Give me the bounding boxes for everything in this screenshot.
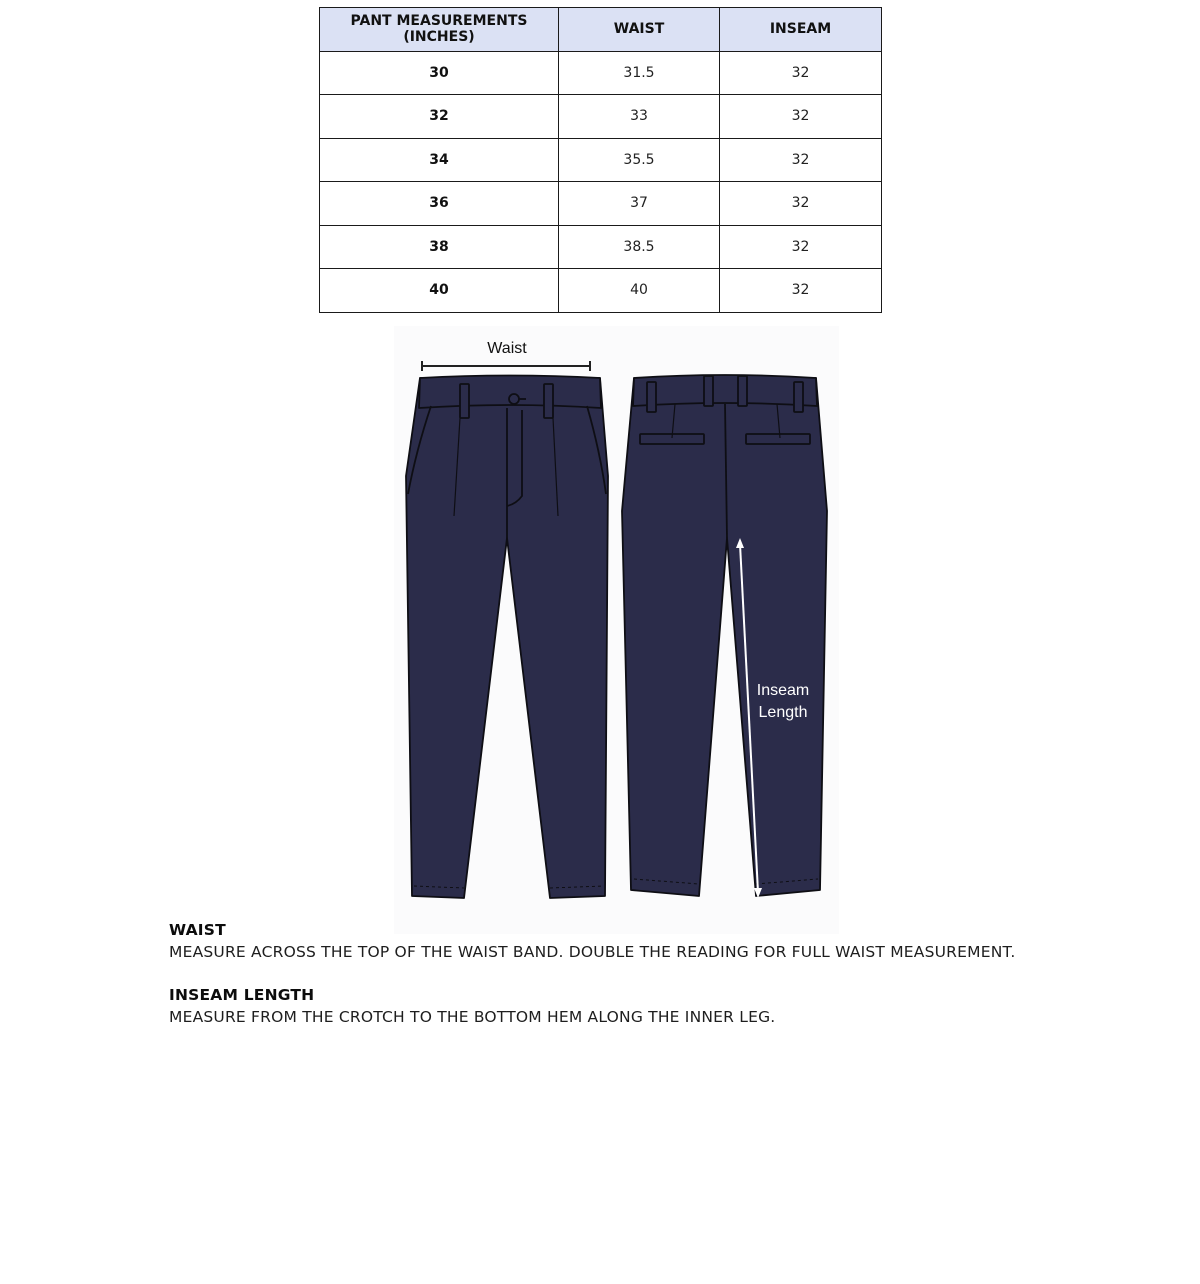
inseam-label-line2: Length xyxy=(758,704,808,721)
pants-illustration xyxy=(394,326,839,934)
size-cell: 32 xyxy=(320,95,559,139)
size-cell: 34 xyxy=(320,138,559,182)
table-row xyxy=(320,95,882,139)
instruction-text: MEASURE FROM THE CROTCH TO THE BOTTOM HEM ALONG THE INNER LEG. xyxy=(169,1008,776,1026)
inseam-cell: 32 xyxy=(720,95,882,139)
waist-cell: 31.5 xyxy=(559,51,720,95)
waist-cell: 35.5 xyxy=(559,138,720,182)
inseam-cell: 32 xyxy=(720,138,882,182)
waist-cell: 38.5 xyxy=(559,225,720,269)
inseam-instruction xyxy=(169,985,1169,1028)
inseam-cell: 32 xyxy=(720,182,882,226)
waist-cell: 40 xyxy=(559,269,720,313)
pants-measurement-diagram xyxy=(394,326,839,934)
table-row xyxy=(320,138,882,182)
table-row xyxy=(320,269,882,313)
table-row xyxy=(320,225,882,269)
table-header-row xyxy=(320,8,882,52)
waist-label: Waist xyxy=(487,340,527,357)
size-cell: 38 xyxy=(320,225,559,269)
waist-cell: 37 xyxy=(559,182,720,226)
inseam-cell: 32 xyxy=(720,51,882,95)
inseam-length-label xyxy=(742,680,824,724)
waist-instruction xyxy=(169,920,1169,963)
inseam-cell: 32 xyxy=(720,269,882,313)
measurement-instructions xyxy=(169,920,1169,1050)
size-cell: 40 xyxy=(320,269,559,313)
instruction-text: MEASURE ACROSS THE TOP OF THE WAIST BAND. DOUBLE THE READING FOR FULL WAIST MEASUREMENT. xyxy=(169,943,1016,961)
instruction-heading: WAIST xyxy=(169,921,226,939)
header-waist: WAIST xyxy=(559,8,720,52)
waist-cell: 33 xyxy=(559,95,720,139)
header-inseam: INSEAM xyxy=(720,8,882,52)
size-cell: 30 xyxy=(320,51,559,95)
inseam-cell: 32 xyxy=(720,225,882,269)
header-size: PANT MEASUREMENTS (INCHES) xyxy=(320,8,559,52)
table-row xyxy=(320,182,882,226)
table-row xyxy=(320,51,882,95)
size-cell: 36 xyxy=(320,182,559,226)
instruction-heading: INSEAM LENGTH xyxy=(169,986,315,1004)
size-chart-table xyxy=(319,7,882,313)
inseam-label-line1: Inseam xyxy=(756,682,810,699)
